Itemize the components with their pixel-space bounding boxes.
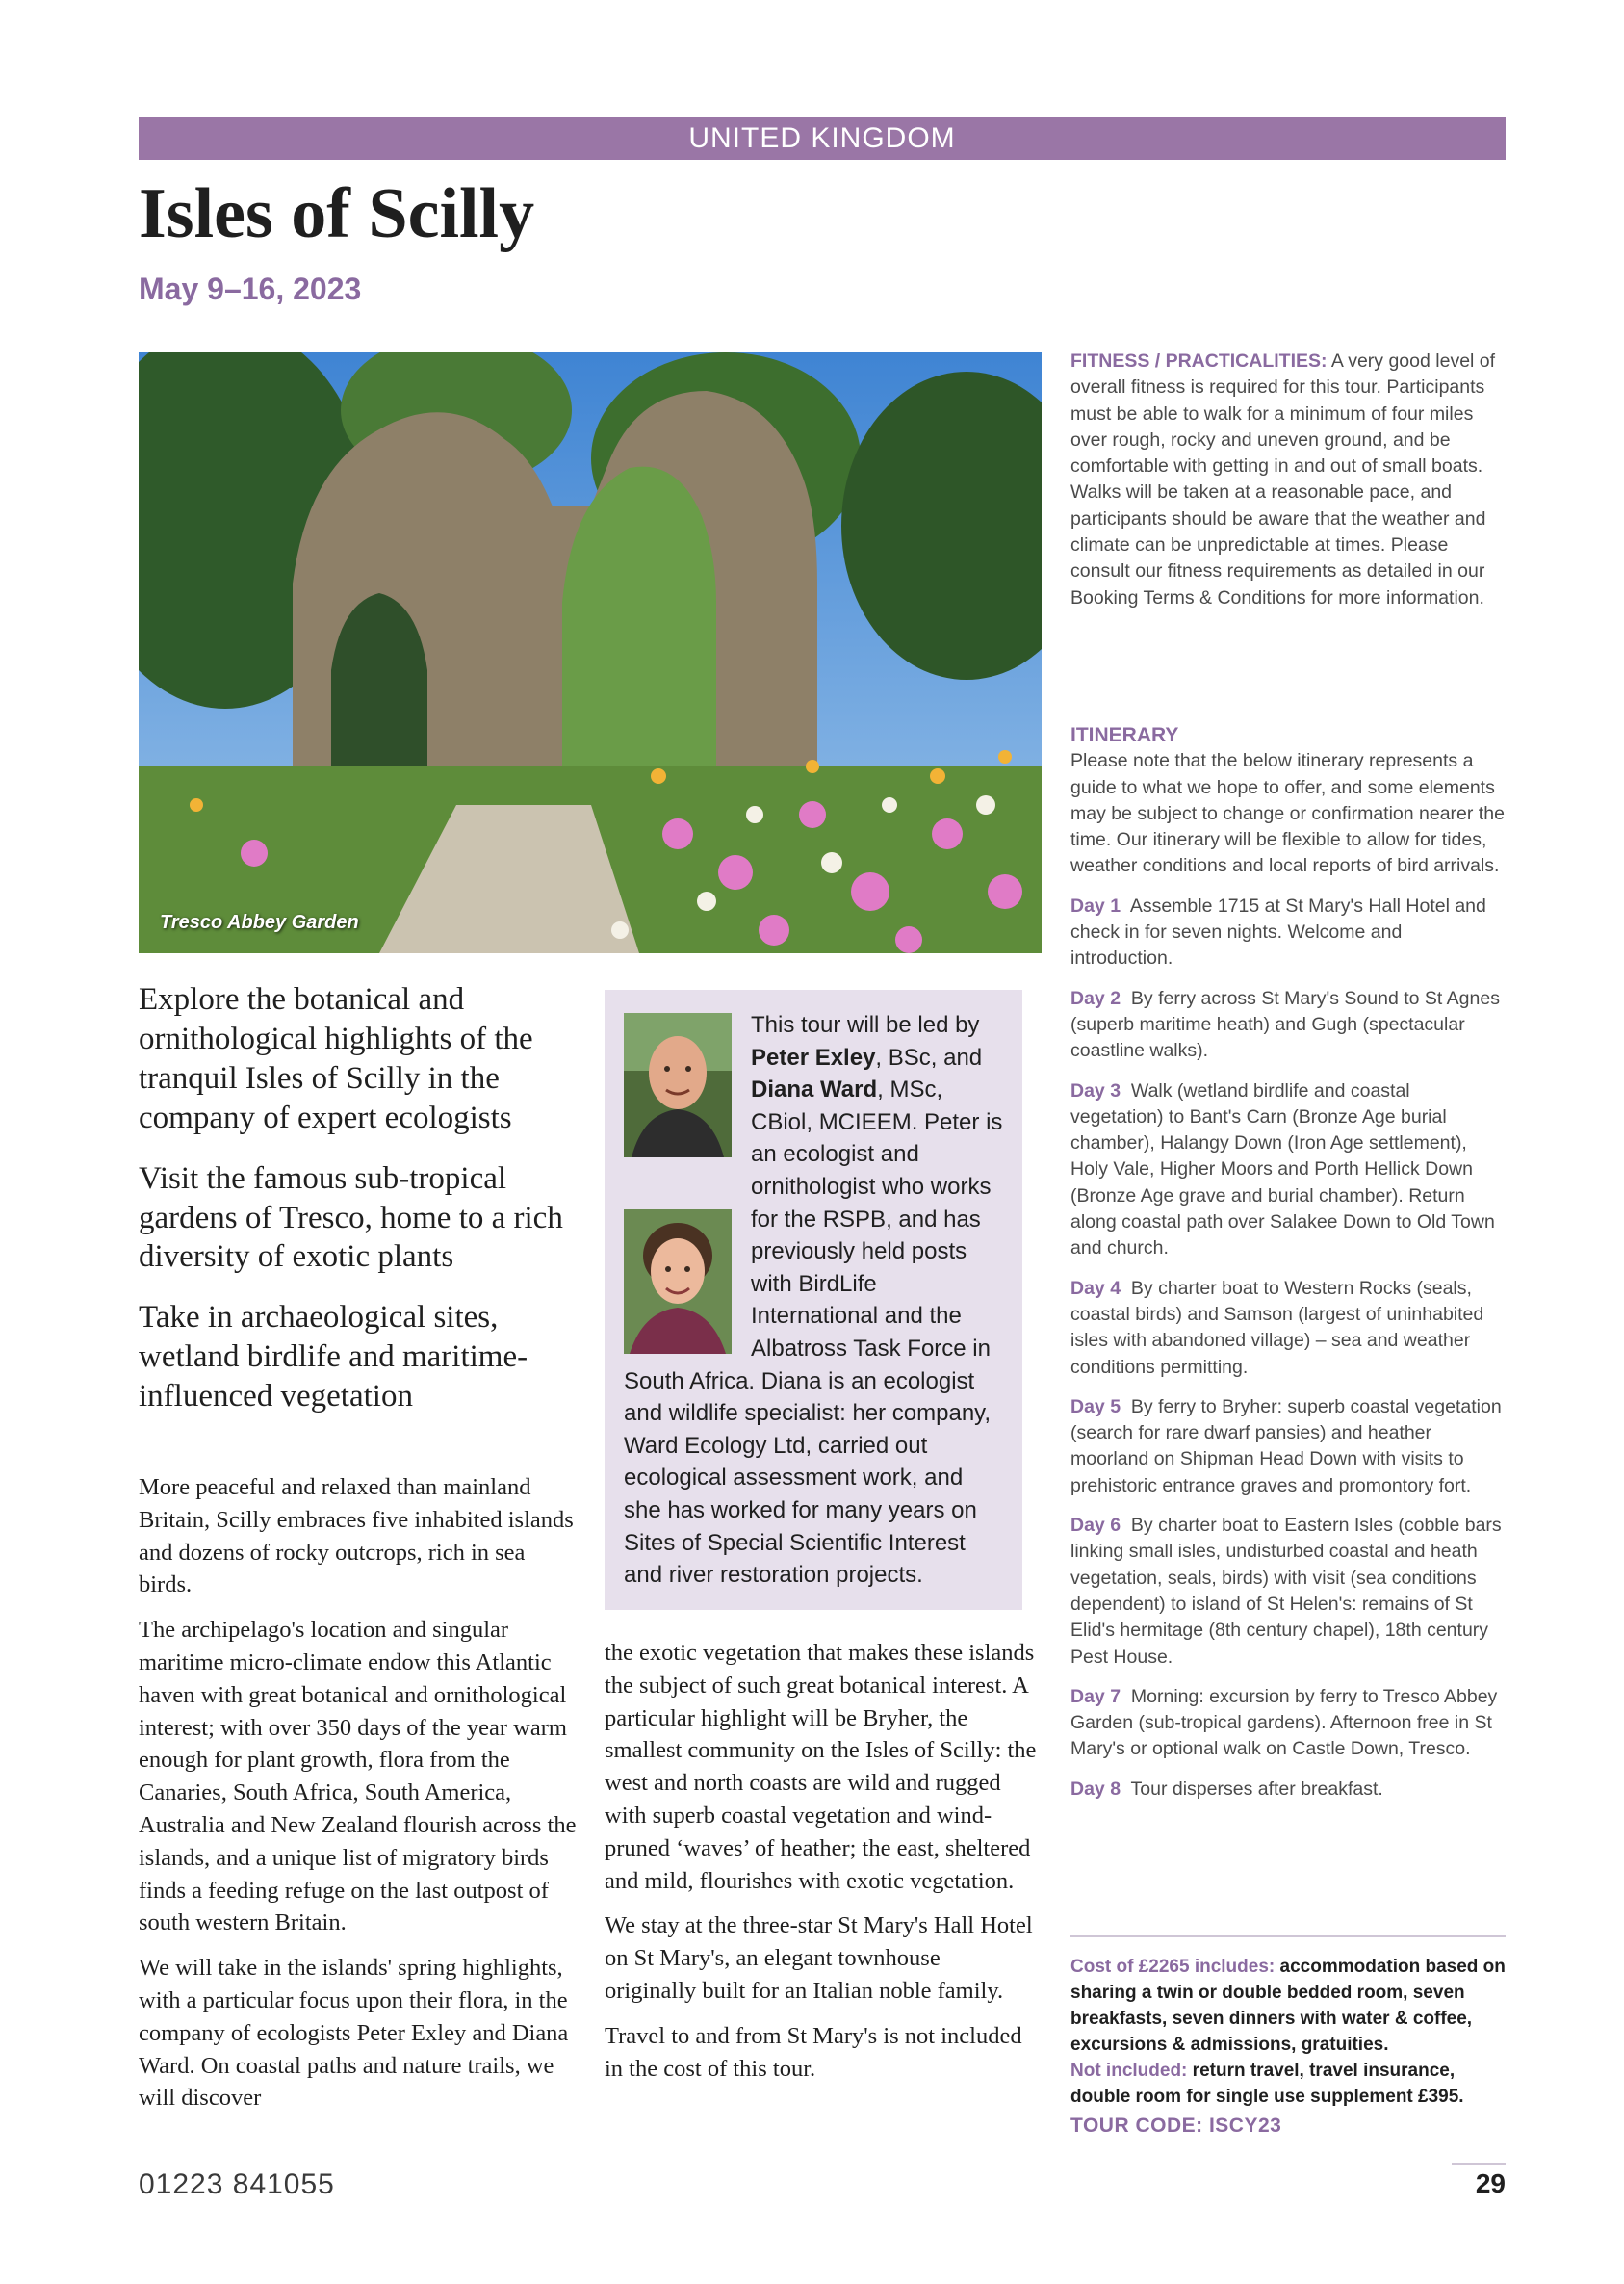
itinerary-intro: Please note that the below itinerary represents a guide to what we hope to offer, and some elements may be subject to change or confirmation nearer the time. Our itinerary will be flexible to allow for tides, weather conditions and local reports of bird arrivals. (1070, 750, 1505, 877)
itinerary-day (1070, 1777, 1506, 1803)
leader-bio: Peter is an ecologist and ornithologist who works for the RSPB, and has previously held posts with BirdLife International and the Albatross Task Force in South Africa. Diana is an ecologist and wildlife specialist: her company, Ward Ecology Ltd, carried out ecological assessment work, and she has worked for many years on Sites of Special Scientific Interest and river restoration projects. (624, 1108, 1003, 1589)
diana-ward-photo (624, 1209, 732, 1354)
day-text: By charter boat to Eastern Isles (cobble bars linking small isles, undisturbed coastal and heath vegetation, seals, birds) with visit (sea conditions dependent) to island of St Helen's: remains of St Elid's hermitage (8th century chapel), 18th century Pest House. (1070, 1515, 1502, 1668)
body-paragraph: the exotic vegetation that makes these islands the subject of such great botanical interest. A particular highlight will be Bryher, the smallest community on the Isles of Scilly: the west and north coasts are wild and rugged with superb coastal vegetation and wind-pruned ‘waves’ of heather; the east, sheltered and mild, flourishes with exotic vegetation. (605, 1640, 1037, 1894)
day-label: Day 2 (1070, 987, 1121, 1009)
itinerary-day (1070, 1276, 1506, 1381)
day-text: By charter boat to Western Rocks (seals, coastal birds) and Samson (largest of uninhabited isles with abandoned village) – sea and weather conditions permitting. (1070, 1277, 1484, 1378)
day-label: Day 8 (1070, 1778, 1121, 1800)
leader-name-peter: Peter Exley (751, 1044, 876, 1071)
itinerary-section (1070, 722, 1506, 1816)
fitness-label: FITNESS / PRACTICALITIES: (1070, 350, 1328, 372)
body-paragraph: Travel to and from St Mary's is not included in the cost of this tour. (605, 2022, 1022, 2082)
fitness-text: A very good level of overall fitness is required for this tour. Participants must be able to walk for a minimum of four miles over rough, rocky and uneven ground, and be comfortable with getting in and out of small boats. Walks will be taken at a reasonable pace, and participants should be aware that the weather and climate can be unpredictable at times. Please consult our fitness requirements as detailed in our Booking Terms & Conditions for more information. (1070, 350, 1496, 609)
page-number: 29 (1452, 2163, 1506, 2199)
itinerary-day (1070, 1078, 1506, 1262)
day-label: Day 7 (1070, 1685, 1121, 1707)
body-paragraph: The archipelago's location and singular maritime micro-climate endow this Atlantic haven with great botanical and ornithological interest; with over 350 days of the year warm enough for plant growth, flora from the Canaries, South Africa, South America, Australia and New Zealand flourish across the islands, and a unique list of migratory birds finds a feeding refuge on the last outpost of south western Britain. (139, 1617, 577, 1936)
cost-includes-text: accommodation based on sharing a twin or double bedded room, seven breakfasts, seven dinners with water & coffee, excursions & admissions, gratuities. (1070, 1957, 1506, 2055)
day-label: Day 4 (1070, 1277, 1121, 1299)
day-label: Day 1 (1070, 895, 1121, 917)
highlight-item: Take in archaeological sites, wetland birdlife and maritime-influenced vegetation (139, 1300, 528, 1415)
highlight-item: Visit the famous sub-tropical gardens of Tresco, home to a rich diversity of exotic plants (139, 1160, 563, 1275)
day-text: By ferry to Bryher: superb coastal vegetation (search for rare dwarf pansies) and heather moorland on Shipman Head Down with visits to prehistoric entrance graves and promontory fort. (1070, 1395, 1502, 1496)
day-text: Tour disperses after breakfast. (1130, 1778, 1383, 1800)
garden-illustration (139, 352, 1042, 953)
cost-section (1070, 1935, 1506, 2111)
leader-quals-peter: , BSc, and (875, 1044, 983, 1071)
leader-intro: This tour will be led by (751, 1012, 980, 1038)
day-text: Morning: excursion by ferry to Tresco Abbey Garden (sub-tropical gardens). Afternoon free in St Mary's or optional walk on Castle Down, Tresco. (1070, 1685, 1498, 1760)
leader-name-diana: Diana Ward (751, 1077, 878, 1103)
peter-exley-photo (624, 1013, 732, 1157)
leader-quals-diana: , MSc, CBiol, MCIEEM. (751, 1077, 943, 1135)
garden-photo (139, 352, 1042, 953)
itinerary-day (1070, 986, 1506, 1065)
body-text-left (139, 1471, 580, 2127)
tour-leaders-box (605, 990, 1022, 1610)
day-label: Day 6 (1070, 1515, 1121, 1537)
day-text: Assemble 1715 at St Mary's Hall Hotel and check in for seven nights. Welcome and introduction. (1070, 895, 1486, 970)
itinerary-day (1070, 1394, 1506, 1499)
page-title: Isles of Scilly (139, 174, 535, 253)
tour-code: TOUR CODE: ISCY23 (1070, 2115, 1282, 2137)
fitness-section (1070, 349, 1506, 611)
highlight-item: Explore the botanical and ornithological highlights of the tranquil Isles of Scilly in the company of expert ecologists (139, 982, 533, 1135)
cost-includes-label: Cost of £2265 includes: (1070, 1957, 1276, 1977)
day-text: Walk (wetland birdlife and coastal vegetation) to Bant's Carn (Bronze Age burial chamber), Halangy Down (Iron Age settlement), Holy Vale, Higher Moors and Porth Hellick Down (Bronze Age grave and burial chamber). Return along coastal path over Salakee Down to Old Town and church. (1070, 1079, 1495, 1259)
phone-number: 01223 841055 (139, 2168, 335, 2200)
body-text-middle (605, 1637, 1038, 2097)
tour-dates: May 9–16, 2023 (139, 272, 362, 306)
not-included-label: Not included: (1070, 2060, 1188, 2081)
body-paragraph: More peaceful and relaxed than mainland Britain, Scilly embraces five inhabited islands and dozens of rocky outcrops, rich in sea birds. (139, 1474, 574, 1598)
not-included-text: return travel, travel insurance, double room for single use supplement £395. (1070, 2060, 1464, 2107)
body-paragraph: We will take in the islands' spring highlights, with a particular focus upon their flora, in the company of ecologists Peter Exley and Diana Ward. On coastal paths and nature trails, we will discover (139, 1955, 569, 2112)
day-text: By ferry across St Mary's Sound to St Agnes (superb maritime heath) and Gugh (spectacular coastline walks). (1070, 987, 1500, 1062)
region-banner: UNITED KINGDOM (139, 117, 1506, 160)
day-label: Day 3 (1070, 1079, 1121, 1102)
itinerary-day (1070, 1684, 1506, 1763)
highlights (139, 980, 591, 1438)
photo-caption: Tresco Abbey Garden (160, 912, 359, 933)
itinerary-heading: ITINERARY (1070, 724, 1179, 746)
itinerary-day (1070, 894, 1506, 973)
itinerary-day (1070, 1513, 1506, 1671)
day-label: Day 5 (1070, 1395, 1121, 1417)
body-paragraph: We stay at the three-star St Mary's Hall Hotel on St Mary's, an elegant townhouse originally built for an Italian noble family. (605, 1912, 1033, 2004)
